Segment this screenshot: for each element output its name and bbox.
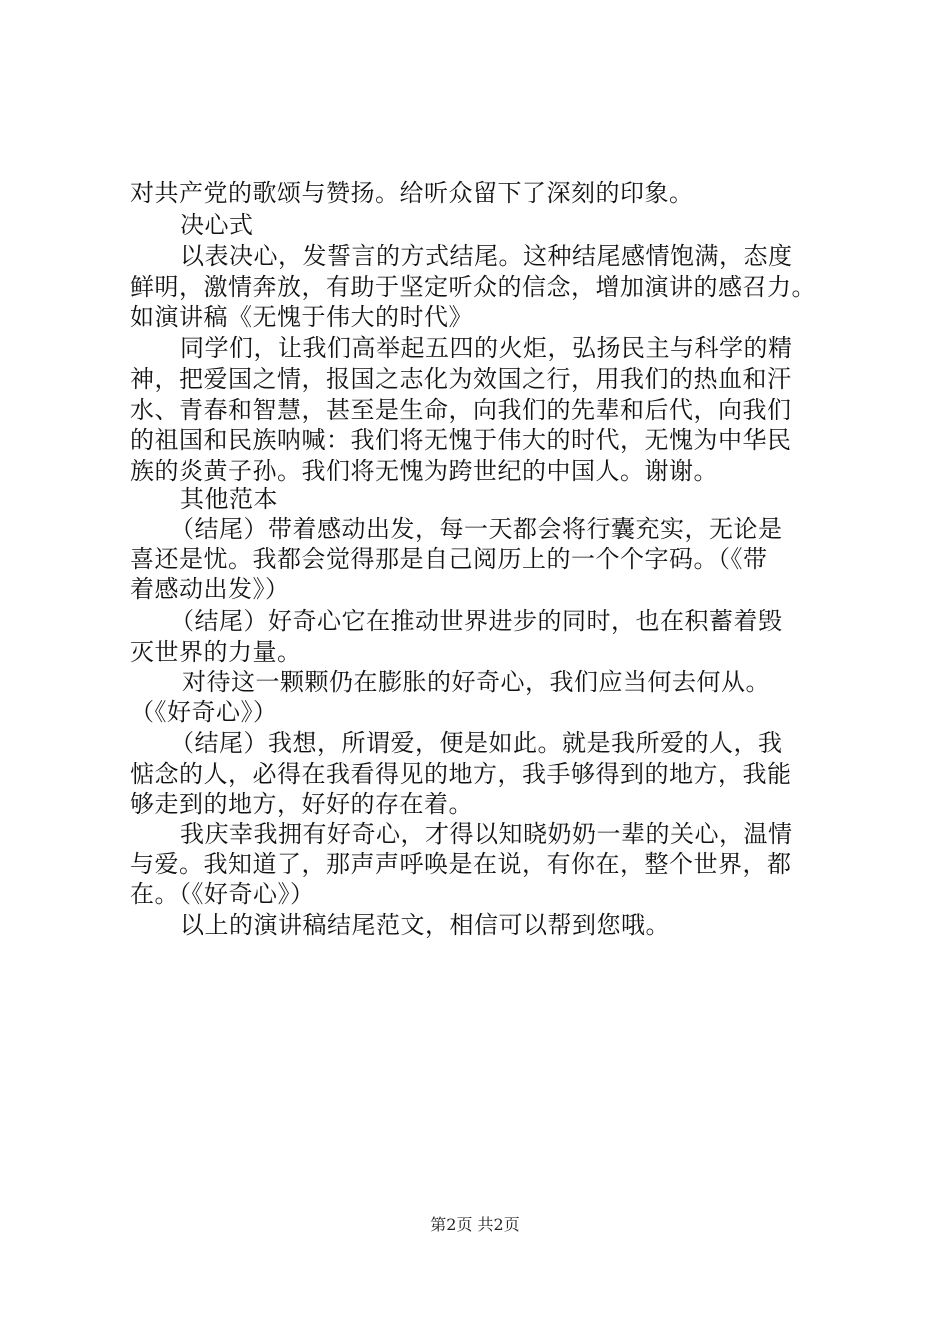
paragraph-line: 神，把爱国之情，报国之志化为效国之行，用我们的热血和汗 (130, 365, 792, 393)
paragraph-line: 族的炎黄子孙。我们将无愧为跨世纪的中国人。谢谢。 (130, 457, 718, 485)
paragraph-line: 着感动出发》） (130, 575, 290, 603)
section-heading: 决心式 (180, 211, 254, 239)
paragraph-line: （结尾）带着感动出发，每一天都会将行囊充实，无论是 (170, 515, 783, 543)
paragraph-line: 水、青春和智慧，甚至是生命，向我们的先辈和后代，向我们 (130, 396, 792, 424)
paragraph-line: 够走到的地方，好好的存在着。 (130, 790, 473, 818)
paragraph-line: 同学们，让我们高举起五四的火炬，弘扬民主与科学的精 (180, 334, 793, 362)
paragraph-line: 以上的演讲稿结尾范文，相信可以帮到您哦。 (180, 911, 670, 939)
paragraph-line: （《好奇心》） (130, 698, 278, 726)
section-heading: 其他范本 (180, 485, 278, 513)
paragraph-line: 灭世界的力量。 (130, 638, 302, 666)
paragraph-line: 惦念的人，必得在我看得见的地方，我手够得到的地方，我能 (130, 760, 792, 788)
paragraph-line: （结尾）好奇心它在推动世界进步的同时，也在积蓄着毁 (170, 607, 783, 635)
paragraph-line: 的祖国和民族呐喊：我们将无愧于伟大的时代，无愧为中华民 (130, 426, 792, 454)
paragraph-line: 我庆幸我拥有好奇心，才得以知晓奶奶一辈的关心，温情 (180, 820, 793, 848)
paragraph-line: 对待这一颗颗仍在膨胀的好奇心，我们应当何去何从。 (182, 668, 770, 696)
page-number-footer: 第2页 共2页 (430, 1215, 520, 1234)
paragraph-line: 对共产党的歌颂与赞扬。给听众留下了深刻的印象。 (130, 179, 694, 207)
paragraph-line: 喜还是忧。我都会觉得那是自己阅历上的一个个字码。（《带 (130, 545, 768, 573)
paragraph-line: 在。（《好奇心》） (130, 880, 315, 908)
paragraph-line: 以表决心，发誓言的方式结尾。这种结尾感情饱满，态度 (180, 242, 793, 270)
paragraph-line: 如演讲稿《无愧于伟大的时代》 (130, 303, 473, 331)
paragraph-line: 鲜明，激情奔放，有助于坚定听众的信念，增加演讲的感召力。 (130, 273, 816, 301)
paragraph-line: 与爱。我知道了，那声声呼唤是在说，有你在，整个世界，都 (130, 850, 792, 878)
paragraph-line: （结尾）我想，所谓爱，便是如此。就是我所爱的人，我 (170, 729, 783, 757)
